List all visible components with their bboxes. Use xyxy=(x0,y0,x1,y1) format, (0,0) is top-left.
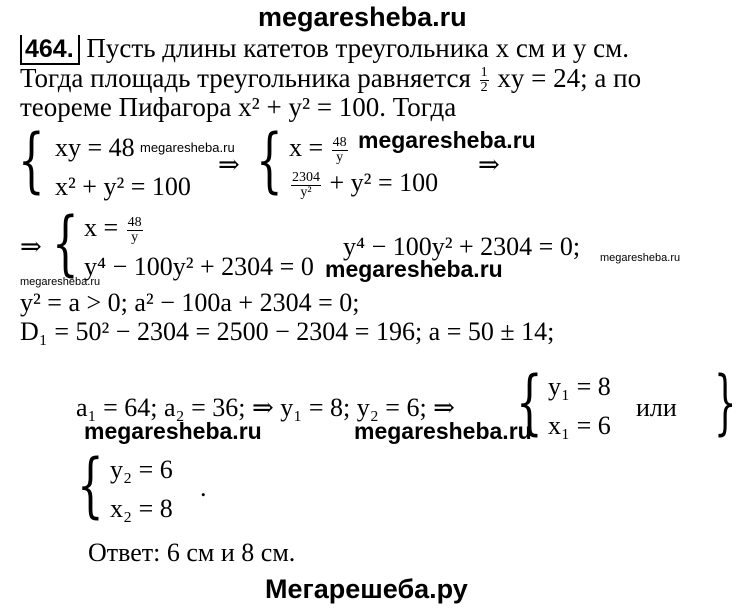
answer-line: Ответ: 6 см и 8 см. xyxy=(88,538,296,567)
final-dot: . xyxy=(200,473,207,502)
watermark-inline-2: megaresheba.ru xyxy=(358,127,536,153)
system-2-eq-1: x = $\frac{48}{y}$ xyxy=(289,133,347,165)
implies-arrow-1: ⇒ xyxy=(218,150,240,179)
implies-arrow-3: ⇒ xyxy=(20,232,42,261)
watermark-inline-1: megaresheba.ru xyxy=(140,140,235,155)
brace-solution-2: { xyxy=(77,444,104,526)
watermark-inline-7: megaresheba.ru xyxy=(354,418,532,444)
system-3-eq-2: y⁴ − 100y² + 2304 = 0 xyxy=(84,252,314,281)
roots-line: a₁ = 64; a₂ = 36; ⇒ y₁ = 8; y₂ = 6; ⇒ xyxy=(76,393,455,422)
fraction-one-half: $\frac{1}{2}$ xyxy=(480,65,488,96)
side-equation: y⁴ − 100y² + 2304 = 0; xyxy=(343,232,581,261)
problem-number: 464. xyxy=(20,35,80,65)
watermark-inline-4: megaresheba.ru xyxy=(600,252,681,264)
implies-arrow-2: ⇒ xyxy=(478,150,500,179)
solution-2-eq-2: x₂ = 8 xyxy=(110,494,173,523)
fraction-48-over-y: $\frac{48}{y}$ xyxy=(332,134,347,165)
watermark-inline-6: megaresheba.ru xyxy=(84,418,262,444)
system-1-eq-1: xy = 48 xyxy=(55,133,135,162)
watermark-top: megaresheba.ru xyxy=(258,2,467,32)
watermark-inline-3: megaresheba.ru xyxy=(325,256,503,282)
brace-system-2: { xyxy=(256,119,283,201)
statement-line-3: теореме Пифагора x² + y² = 100. Тогда xyxy=(20,92,457,122)
statement-line-2 xyxy=(20,63,641,95)
fraction-2304-over-y2: $\frac{2304}{\text{y²}}$ xyxy=(292,169,320,200)
statement-line-1 xyxy=(20,33,629,65)
solution-2-eq-1: y₂ = 6 xyxy=(110,455,173,484)
system-2-eq-2: $\frac{2304}{\text{y²}}$ + y² = 100 xyxy=(292,168,439,200)
brace-system-1: { xyxy=(18,119,45,201)
or-word: или xyxy=(636,393,677,422)
fraction-48-over-y-2: $\frac{48}{y}$ xyxy=(127,214,142,245)
brace-system-3: { xyxy=(52,202,79,284)
brace-right-partial: { xyxy=(714,361,736,443)
system-3-eq-1: x = $\frac{48}{y}$ xyxy=(84,213,142,245)
system-1-eq-2: x² + y² = 100 xyxy=(55,172,191,201)
watermark-bottom: Мегарешеба.ру xyxy=(265,574,468,604)
statement-text-1: Пусть длины катетов треугольника x см и y см. xyxy=(86,33,629,63)
discriminant-line: D₁ = 50² − 2304 = 2500 − 2304 = 196; a = 50 ± 14; xyxy=(20,317,555,346)
brace-solution-1: { xyxy=(516,361,543,443)
solution-1-eq-2: x₁ = 6 xyxy=(548,411,611,440)
watermark-inline-5: megaresheba.ru xyxy=(20,276,101,288)
statement-text-2: Тогда площадь треугольника равняется xyxy=(20,63,471,93)
statement-text-2-suffix: xy = 24; а по xyxy=(497,63,642,93)
solution-1-eq-1: y₁ = 8 xyxy=(548,372,611,401)
substitution-line: y² = a > 0; a² − 100a + 2304 = 0; xyxy=(20,288,360,317)
